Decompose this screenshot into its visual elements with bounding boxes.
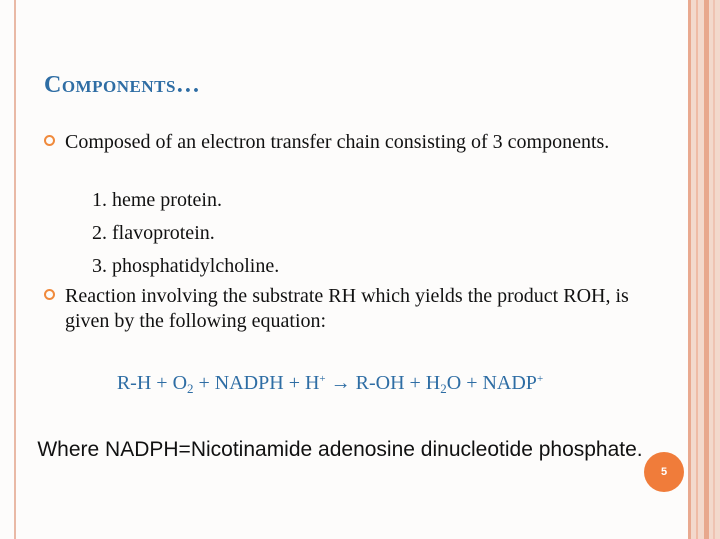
superscript: + — [319, 373, 326, 385]
list-item: 3. phosphatidylcholine. — [92, 255, 280, 277]
list-item: 1. heme protein. — [92, 189, 222, 211]
equation-part: + NADPH + H — [193, 372, 320, 394]
equation-part: R-H + O — [116, 372, 188, 394]
slide-title: Components… — [44, 72, 201, 98]
circle-bullet-icon — [44, 289, 55, 300]
right-stripe — [696, 0, 698, 539]
definition-note: Where NADPH=Nicotinamide adenosine dinucleotide phosphate. — [37, 438, 643, 461]
right-stripe — [713, 0, 715, 539]
superscript: + — [536, 373, 544, 385]
bullet-text: Composed of an electron transfer chain consisting of 3 components. — [65, 131, 610, 153]
left-border-line — [14, 0, 16, 539]
bullet-point — [44, 284, 644, 334]
equation-part: → R-OH + H — [325, 372, 441, 394]
reaction-equation — [0, 372, 660, 397]
circle-bullet-icon — [44, 135, 55, 146]
list-item: 2. flavoprotein. — [92, 222, 215, 244]
right-stripe — [704, 0, 709, 539]
page-number-badge: 5 — [644, 452, 684, 492]
subscript: 2 — [187, 381, 194, 396]
equation-part: O + NADP — [446, 372, 537, 394]
right-stripe — [688, 0, 691, 539]
subscript: 2 — [440, 381, 447, 396]
bullet-text: Reaction involving the substrate RH which yields the product ROH, is given by the following equation: — [65, 285, 629, 332]
bullet-point — [44, 130, 644, 155]
